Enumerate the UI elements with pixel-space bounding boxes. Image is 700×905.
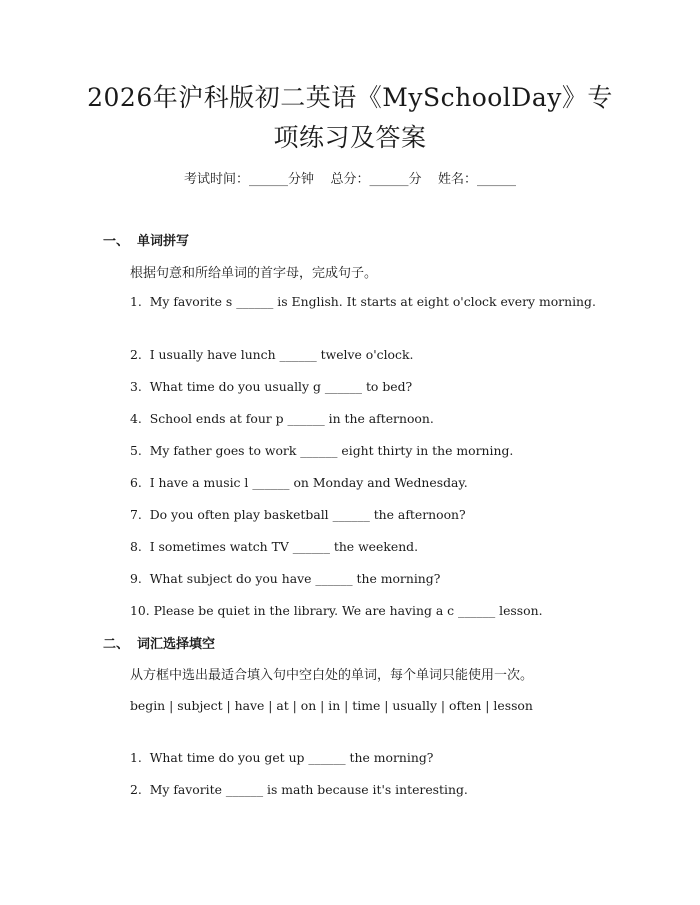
title-line-2: 项练习及答案 bbox=[273, 123, 427, 152]
question-1-5: 5. My father goes to work ______ eight thirty in the morning. bbox=[130, 443, 514, 458]
question-1-10: 10. Please be quiet in the library. We are having a c ______ lesson. bbox=[130, 603, 543, 618]
title-line-1: 2026年沪科版初二英语《MySchoolDay》专 bbox=[87, 83, 613, 112]
section-1-title: 单词拼写 bbox=[137, 234, 190, 249]
question-1-4: 4. School ends at four p ______ in the afternoon. bbox=[130, 411, 434, 426]
section-2-heading bbox=[103, 633, 215, 652]
question-1-7: 7. Do you often play basketball ______ the afternoon? bbox=[130, 507, 466, 522]
exam-info: 考试时间：______分钟 总分：______分 姓名：______ bbox=[183, 172, 517, 187]
question-2-1: 1. What time do you get up ______ the morning? bbox=[130, 750, 434, 765]
section-2-instruction: 从方框中选出最适合填入句中空白处的单词，每个单词只能使用一次。 bbox=[130, 668, 534, 683]
question-1-1: 1. My favorite s ______ is English. It starts at eight o'clock every morning. bbox=[130, 294, 596, 309]
question-1-2: 2. I usually have lunch ______ twelve o'clock. bbox=[130, 347, 414, 362]
question-1-9: 9. What subject do you have ______ the morning? bbox=[130, 571, 441, 586]
section-1-instruction: 根据句意和所给单词的首字母，完成句子。 bbox=[130, 266, 378, 281]
question-1-6: 6. I have a music l ______ on Monday and Wednesday. bbox=[130, 475, 468, 490]
section-1-heading bbox=[103, 230, 189, 249]
section-2-title: 词汇选择填空 bbox=[137, 637, 216, 652]
question-2-2: 2. My favorite ______ is math because it's interesting. bbox=[130, 782, 468, 797]
section-2-number: 二、 bbox=[103, 637, 130, 652]
question-1-3: 3. What time do you usually g ______ to bed? bbox=[130, 379, 413, 394]
document-title bbox=[60, 78, 640, 158]
word-bank: begin | subject | have | at | on | in | time | usually | often | lesson bbox=[130, 698, 533, 713]
question-1-8: 8. I sometimes watch TV ______ the weekend. bbox=[130, 539, 419, 554]
section-1-number: 一、 bbox=[103, 234, 130, 249]
